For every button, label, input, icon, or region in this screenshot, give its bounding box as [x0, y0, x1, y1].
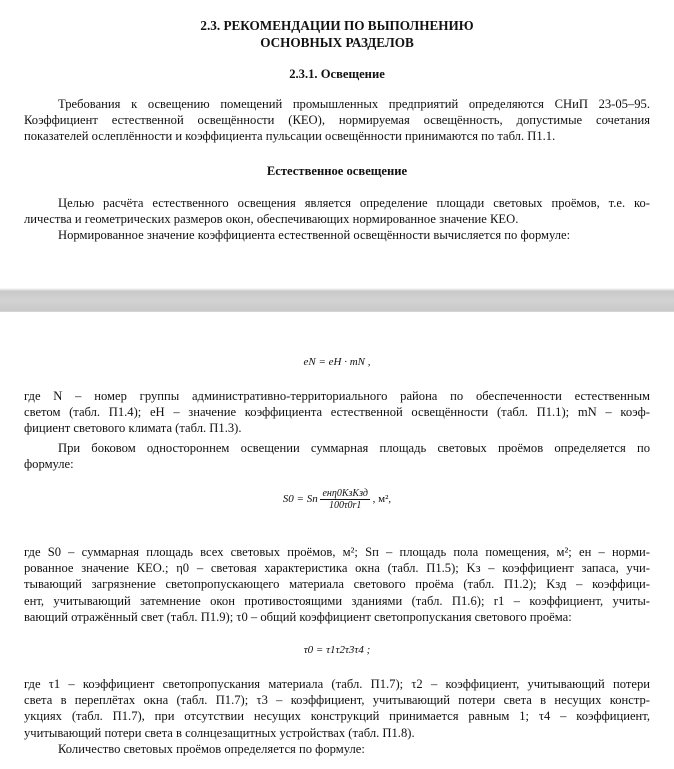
formula-en: eN = eH · mN ,	[303, 356, 371, 368]
purpose-line-1: Целью расчёта естественного освещения является определение площади световых проёмов, т.е. ко-	[58, 196, 650, 210]
side-line-2: формуле:	[24, 457, 74, 472]
formula-s0	[24, 488, 650, 511]
natural-lighting-heading: Естественное освещение	[266, 164, 408, 178]
where-2-line-3: тывающий загрязнение светопропускающего материала светового проёма (табл. П1.2); Kзд – коэффици-	[24, 577, 650, 592]
side-line-1: При боковом одностороннем освещении суммарная площадь световых проёмов определяется по	[58, 441, 650, 455]
section-title	[24, 17, 650, 51]
intro-paragraph	[24, 96, 650, 145]
norm-line: Нормированное значение коэффициента естественной освещённости вычисляется по формуле:	[58, 228, 571, 243]
where-1-paragraph	[24, 388, 650, 437]
where-2-line-1: где S0 – суммарная площадь всех световых проёмов, м²; Sп – площадь пола помещения, м²; eн – норми-	[24, 545, 650, 559]
window-count-line: Количество световых проёмов определяется по формуле:	[58, 741, 365, 756]
intro-line-1: Требования к освещению помещений промышленных предприятий определяются СНиП 23-05–95.	[58, 97, 650, 111]
where-3-line-2: света в переплётах окна (табл. П1.7); τ3 – коэффициент, учитывающий потери света в несущих констр-	[24, 693, 650, 708]
purpose-paragraph	[24, 195, 650, 244]
subsection-title: 2.3.1. Освещение	[289, 67, 385, 81]
intro-line-3: показателей ослеплённости и коэффициента пульсации освещённости принимаются по табл. П1.1.	[24, 129, 556, 144]
side-lighting-paragraph	[24, 440, 650, 472]
where-1-line-3: фициент светового климата (табл. П1.3).	[24, 421, 242, 436]
where-3-line-3: укциях (табл. П1.7), при отсутствии несущих конструкций принимается равным 1; τ4 – коэффициент,	[24, 709, 650, 724]
purpose-line-2: личества и геометрических размеров окон, обеспечивающих нормированное значение КЕО.	[24, 212, 519, 227]
where-3-line-1: где τ1 – коэффициент светопропускания материала (табл. П1.7); τ2 – коэффициент, учитывающий потери	[24, 677, 650, 691]
formula-s0-numerator: eнη0KзKзд	[322, 488, 368, 499]
where-2-line-5: вающий отражённый свет (табл. П1.9); τ0 – общий коэффициент светопропускания светового проёма:	[24, 609, 572, 624]
formula-s0-fraction	[320, 488, 369, 511]
where-2-line-4: ент, учитывающий затемнение окон противостоящими зданиями (табл. П1.6); r1 – коэффициент, учиты-	[24, 593, 650, 608]
where-3-line-4: учитывающий потери света в солнцезащитных устройствах (табл. П1.8).	[24, 725, 415, 740]
page-bottom	[0, 312, 674, 769]
where-3-paragraph	[24, 676, 650, 757]
formula-tau0: τ0 = τ1τ2τ3τ4 ;	[303, 644, 371, 656]
intro-line-2: Коэффициент естественной освещённости (КЕО), нормируемая освещённость, допустимые сочетания	[24, 113, 650, 128]
where-1-line-1: где N – номер группы административно-территориального района по обеспеченности естественным	[24, 389, 650, 403]
page-separator	[0, 288, 674, 314]
page-top	[0, 0, 674, 290]
formula-s0-lhs: S0 = Sп	[282, 493, 318, 506]
where-2-line-2: рованное значение КЕО.; η0 – световая характеристика окна (табл. П1.5); Kз – коэффициент запаса, учи-	[24, 561, 650, 576]
section-title-line-2: ОСНОВНЫХ РАЗДЕЛОВ	[260, 35, 414, 50]
formula-s0-denominator: 100τ0r1	[328, 500, 362, 511]
section-title-line-1: 2.3. РЕКОМЕНДАЦИИ ПО ВЫПОЛНЕНИЮ	[200, 18, 474, 33]
where-2-paragraph	[24, 544, 650, 625]
where-1-line-2: светом (табл. П1.4); eH – значение коэффициента естественной освещённости (табл. П1.1); mN – коэф-	[24, 405, 650, 420]
formula-s0-unit: , м²,	[372, 493, 392, 506]
